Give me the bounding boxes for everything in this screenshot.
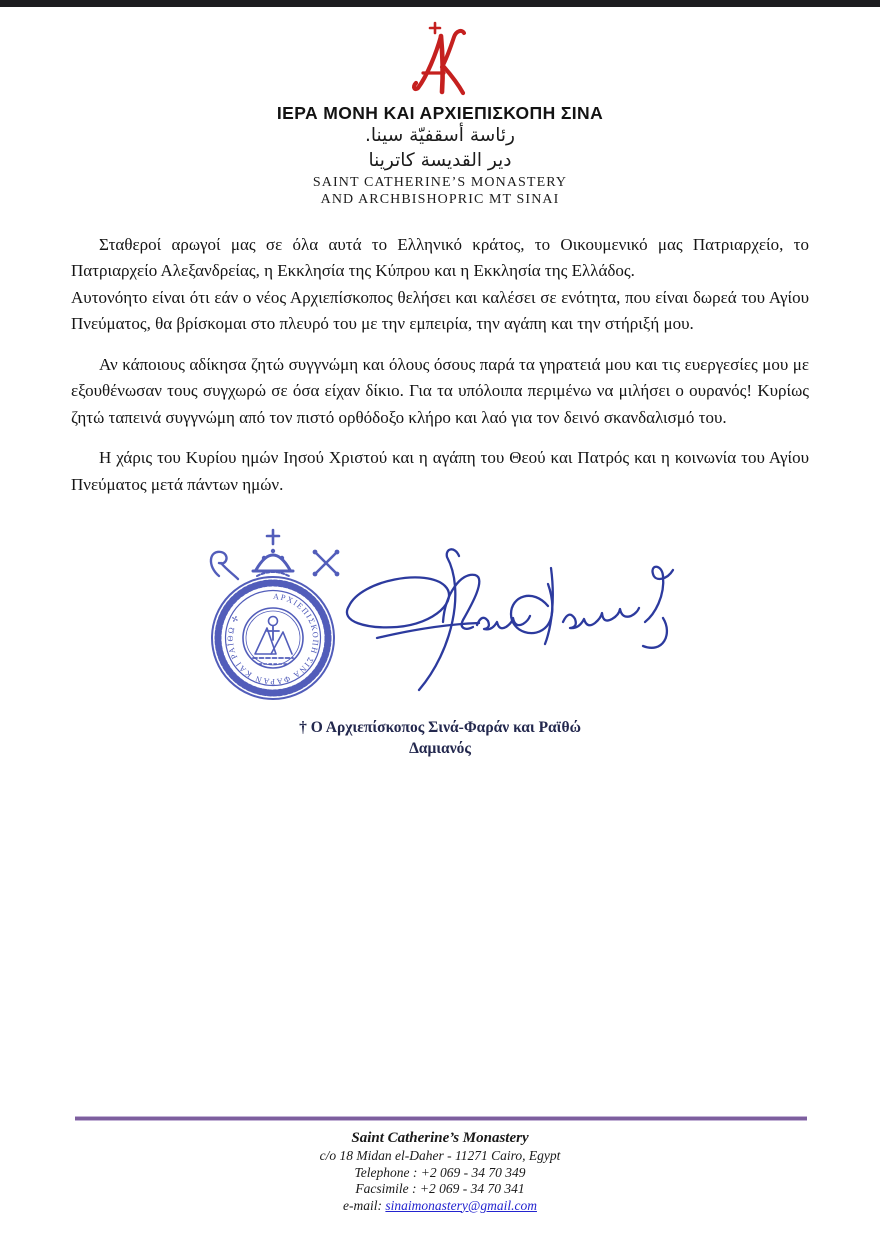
- header-arabic-line2: دير القديسة كاترينا: [368, 149, 512, 171]
- footer: [0, 1128, 880, 1214]
- footer-email-link[interactable]: sinaimonastery@gmail.com: [385, 1197, 537, 1213]
- header-title-greek: ΙΕΡΑ ΜΟΝΗ ΚΑΙ ΑΡΧΙΕΠΙΣΚΟΠΗ ΣΙΝΑ: [276, 103, 604, 123]
- letterhead: [0, 104, 880, 208]
- paragraph-2: Αν κάποιους αδίκησα ζητώ συγγνώμη και όλους όσους παρά τα γηρατειά μου και τις ευεργεσίες μου με εξουθένωσαν τους συγχωρώ σε όσα είχαν δίκιο. Για τα υπόλοιπα περιμένω να μιλήσει ο ουρανός! Κυρίως ζητώ ταπεινά συγγνώμη από τον πιστό ορθόδοξο κλήρο και λαό για τον δεινό σκανδαλισμό του.: [71, 354, 809, 427]
- letter-page: [0, 7, 880, 760]
- footer-telephone: Telephone : +2 069 - 34 70 349: [354, 1164, 526, 1180]
- footer-email-label: e-mail:: [343, 1197, 386, 1213]
- footer-facsimile: Facsimile : +2 069 - 34 70 341: [355, 1181, 525, 1196]
- signature-block: [71, 516, 809, 712]
- paragraph-1: [71, 232, 809, 338]
- svg-text:ΑΡΧΙΕΠΙΣΚΟΠΗ ΣΙΝΑ ΦΑΡΑΝ ΚΑΙ ΡΑ: ΑΡΧΙΕΠΙΣΚΟΠΗ ΣΙΝΑ ΦΑΡΑΝ ΚΑΙ ΡΑΪΘΩ ✢: [225, 592, 321, 687]
- archbishop-signature-icon: [319, 522, 691, 694]
- header-english-line2: AND ARCHBISHOPRIC MT SINAI: [320, 191, 560, 207]
- signature-caption: [0, 718, 880, 760]
- page-top-border: [0, 0, 880, 7]
- signature-caption-line2: Δαμιανός: [409, 740, 471, 758]
- footer-divider: [75, 1116, 807, 1121]
- paragraph-3: Η χάρις του Κυρίου ημών Ιησού Χριστού και η αγάπη του Θεού και Πατρός και η κοινωνία του Αγίου Πνεύματος μετά πάντων ημών.: [71, 448, 809, 494]
- paragraph-1-sentence-1: Σταθεροί αρωγοί μας σε όλα αυτά το Ελληνικό κράτος, το Οικουμενικό μας Πατριαρχείο, το Πατριαρχείο Αλεξανδρείας, η Εκκλησία της Κύπρου και η Εκκλησία της Ελλάδος.: [71, 234, 809, 281]
- header-arabic-line1: رئاسة أسقفيّة سينا.: [365, 124, 515, 146]
- header-english-line1: SAINT CATHERINE’S MONASTERY: [312, 174, 568, 190]
- footer-monastery-name: Saint Catherine’s Monastery: [351, 1130, 529, 1146]
- letter-body: [71, 232, 809, 499]
- footer-address: c/o 18 Midan el-Daher - 11271 Cairo, Egypt: [319, 1148, 561, 1163]
- monastery-monogram-icon: [408, 20, 472, 100]
- footer-email-line: [0, 1198, 880, 1215]
- signature-caption-line1: † Ο Αρχιεπίσκοπος Σινά-Φαράν και Ραϊθώ: [299, 719, 581, 737]
- paragraph-1-sentence-2: Αυτονόητο είναι ότι εάν ο νέος Αρχιεπίσκοπος θελήσει και καλέσει σε ενότητα, που είναι δωρεά του Αγίου Πνεύματος, θα βρίσκομαι στο πλευρό του με την εμπειρία, την αγάπη και την στήριξή μου.: [71, 287, 809, 334]
